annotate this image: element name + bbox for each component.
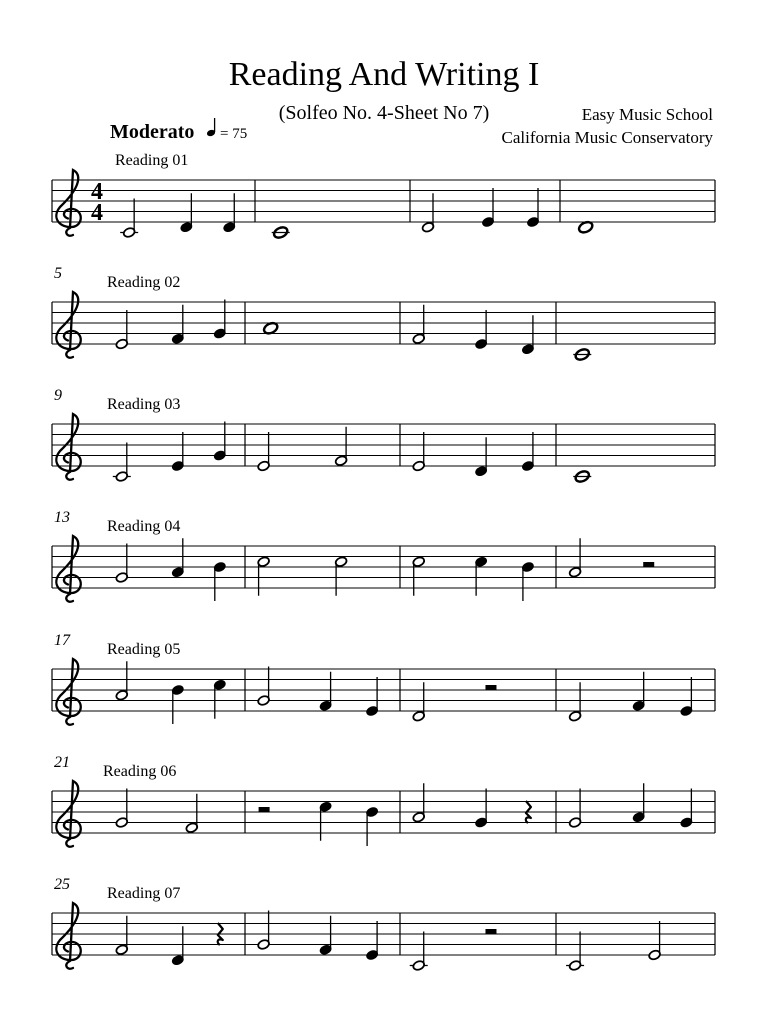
measure [566,921,661,971]
staff-system [52,754,715,847]
measure-number: 13 [54,509,70,526]
staff-system [52,265,715,362]
quarter-note [223,193,236,233]
reading-label: Reading 06 [103,763,177,780]
quarter-note [521,315,534,355]
half-note [115,916,128,956]
measure-number: 17 [54,632,70,649]
half-note [421,193,434,233]
half-note [648,921,661,961]
tempo-value: = 75 [220,126,248,142]
half-note [185,794,198,834]
quarter-note [365,806,378,846]
measure [113,422,227,483]
measure [115,538,226,601]
half-note [412,305,425,345]
measure-number: 25 [54,876,70,893]
quarter-note [481,188,494,228]
measure [115,789,198,834]
half-note [412,783,425,823]
time-signature-top: 4 [91,179,103,205]
half-note [113,443,131,483]
quarter-note [521,561,534,601]
quarter-note [632,783,645,823]
quarter-note [474,556,487,596]
whole-note [573,347,591,361]
measure [573,469,591,483]
whole-note [272,225,290,239]
quarter-note [521,432,534,472]
quarter-note [319,801,332,841]
measure [257,427,348,472]
reading-label: Reading 07 [107,885,181,902]
tempo-marking: Moderato [110,121,195,143]
half-note [257,556,270,596]
half-note [115,310,128,350]
quarter-note [171,684,184,724]
half-note [115,789,128,829]
quarter-note [213,422,226,462]
measure-number: 9 [54,387,62,404]
measure [412,783,531,828]
quarter-note [526,188,539,228]
quarter-note [171,926,184,966]
tempo-quarter-note-icon [206,118,216,137]
quarter-note [319,916,332,956]
whole-note [573,469,591,483]
time-signature-bottom: 4 [91,200,103,226]
measure [410,929,497,971]
measure-number: 21 [54,754,70,771]
quarter-note [680,677,693,717]
measure [272,225,290,239]
half-note [257,911,270,951]
quarter-note [365,677,378,717]
staff-system [52,152,715,240]
quarter-note [180,193,193,233]
reading-label: Reading 05 [107,641,181,658]
staff-system [52,387,715,484]
half-note [334,427,347,467]
staff-system [52,632,715,725]
half-rest-icon [485,685,496,690]
half-note [566,932,584,972]
measure [115,661,226,724]
measure [257,556,348,596]
page-subtitle: (Solfeo No. 4-Sheet No 7) [278,102,490,124]
half-note [412,682,425,722]
measure [120,193,236,238]
half-note [410,932,428,972]
quarter-note [474,789,487,829]
quarter-note [632,672,645,712]
measure [573,347,591,361]
measure [257,911,379,961]
measure [257,667,379,717]
measure [259,801,379,846]
half-rest-icon [643,562,654,567]
quarter-note [171,305,184,345]
quarter-note [213,679,226,719]
half-note [257,667,270,707]
quarter-note [474,437,487,477]
half-note [257,432,270,472]
half-note [334,556,347,596]
measure [568,538,654,578]
quarter-note [171,432,184,472]
reading-label: Reading 01 [115,152,189,169]
quarter-note [213,300,226,340]
measure [412,432,535,477]
composer-line-2: California Music Conservatory [501,128,713,147]
quarter-note [680,789,693,829]
half-note [115,661,128,701]
measure [412,556,535,601]
quarter-note [213,561,226,601]
composer-line-1: Easy Music School [581,105,713,124]
half-note [115,544,128,584]
reading-label: Reading 02 [107,274,181,291]
quarter-note [365,921,378,961]
half-note [568,682,581,722]
reading-label: Reading 03 [107,396,181,413]
half-note [120,199,138,239]
half-note [412,432,425,472]
measure [412,682,496,722]
half-rest-icon [485,929,496,934]
staff-system [52,876,715,971]
reading-label: Reading 04 [107,518,181,535]
measure [568,783,693,828]
page-title: Reading And Writing I [228,56,540,93]
half-note [568,538,581,578]
measure-number: 5 [54,265,62,282]
measure [421,188,539,233]
half-rest-icon [259,807,270,812]
half-note [568,789,581,829]
half-note [412,556,425,596]
quarter-note [474,310,487,350]
measure [115,300,226,350]
quarter-note [171,538,184,578]
staff-system [52,509,715,602]
quarter-note [319,672,332,712]
score-systems [52,152,715,971]
